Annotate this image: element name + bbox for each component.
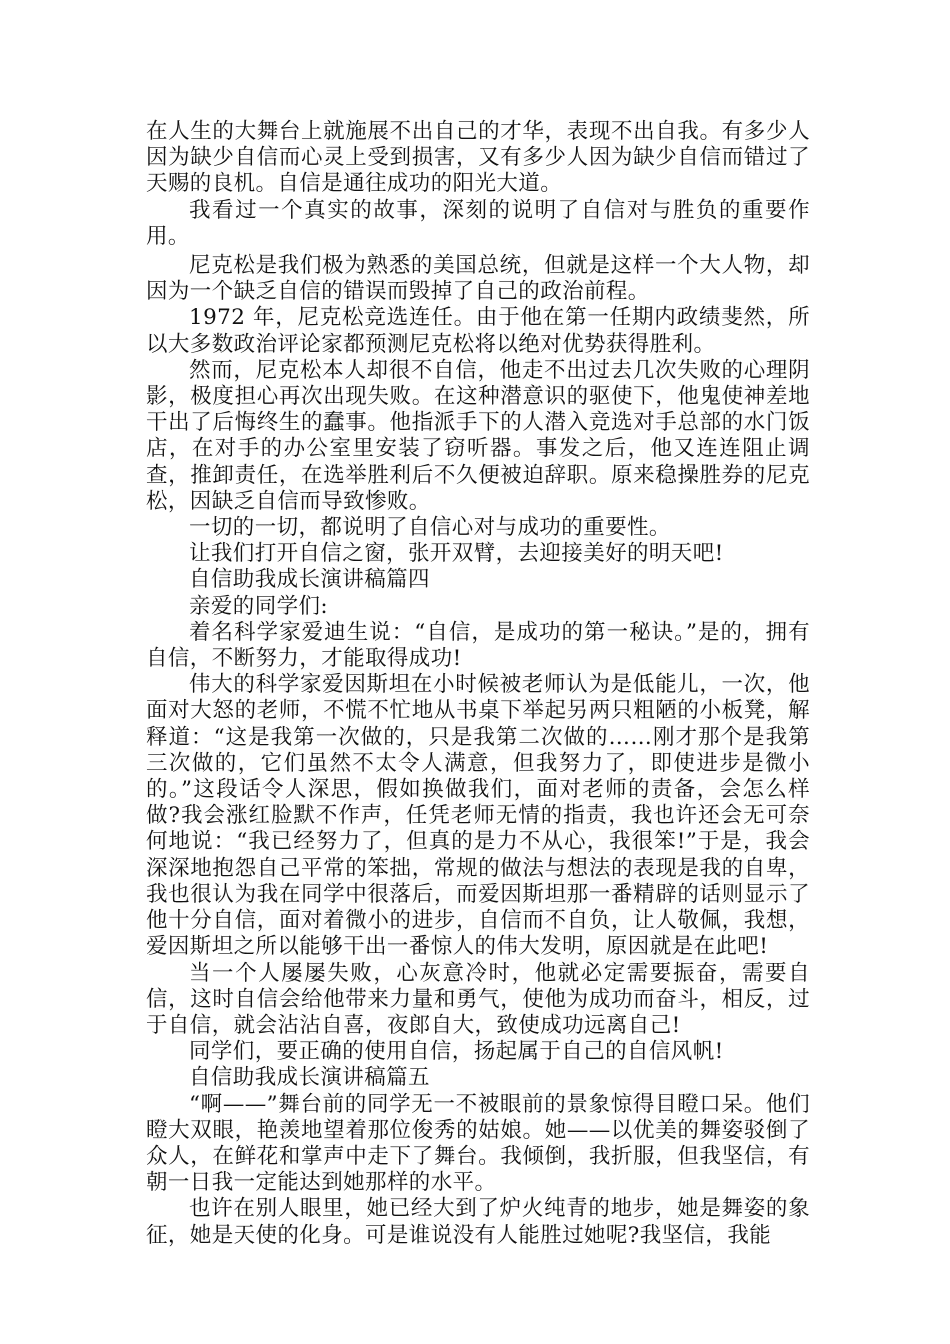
paragraph-1: 在人生的大舞台上就施展不出自己的才华，表现不出自我。有多少人因为缺少自信而心灵上受到损害，又有多少人因为缺少自信而错过了天赐的良机。自信是通往成功的阳光大道。 <box>146 119 810 197</box>
paragraph-2: 我看过一个真实的故事，深刻的说明了自信对与胜负的重要作用。 <box>146 197 810 249</box>
document-body <box>146 119 810 1249</box>
paragraph-11: 同学们，要正确的使用自信，扬起属于自己的自信风帆! <box>189 1039 724 1065</box>
paragraph-9: 伟大的科学家爱因斯坦在小时候被老师认为是低能儿，一次，他面对大怒的老师，不慌不忙地从书桌下举起另两只粗陋的小板凳，解释道：“这是我第一次做的，只是我第二次做的……刚才那个是我第三次做的，它们虽然不太令人满意，但我努力了，即使进步是微小的。”这段话令人深思，假如换做我们，面对老师的责备，会怎么样做?我会涨红脸默不作声，任凭老师无情的指责，我也许还会无可奈何地说：“我已经努力了，但真的是力不从心，我很笨!”于是，我会深深地抱怨自己平常的笨拙，常规的做法与想法的表现是我的自卑，我也很认为我在同学中很落后，而爱因斯坦那一番精辟的话则显示了他十分自信，面对着微小的进步，自信而不自负，让人敬佩，我想，爱因斯坦之所以能够干出一番惊人的伟大发明，原因就是在此吧! <box>146 672 810 960</box>
section-heading-4: 自信助我成长演讲稿篇四 <box>189 567 430 593</box>
paragraph-13: 也许在别人眼里，她已经大到了炉火纯青的地步，她是舞姿的象征，她是天使的化身。可是谁说没有人能胜过她呢?我坚信，我能 <box>146 1196 810 1248</box>
salutation: 亲爱的同学们: <box>189 593 329 619</box>
paragraph-12: “啊——”舞台前的同学无一不被眼前的景象惊得目瞪口呆。他们瞪大双眼，艳羡地望着那位俊秀的姑娘。她——以优美的舞姿驳倒了众人，在鲜花和掌声中走下了舞台。我倾倒，我折服，但我坚信，有朝一日我一定能达到她那样的水平。 <box>146 1091 810 1196</box>
paragraph-7: 让我们打开自信之窗，张开双臂，去迎接美好的明天吧! <box>189 541 724 567</box>
paragraph-6: 一切的一切，都说明了自信心对与成功的重要性。 <box>189 515 671 541</box>
paragraph-3: 尼克松是我们极为熟悉的美国总统，但就是这样一个大人物，却因为一个缺乏自信的错误而毁掉了自己的政治前程。 <box>146 253 810 305</box>
paragraph-4: 1972 年，尼克松竞选连任。由于他在第一任期内政绩斐然，所以大多数政治评论家都预测尼克松将以绝对优势获得胜利。 <box>146 305 810 357</box>
paragraph-10: 当一个人屡屡失败，心灰意冷时，他就必定需要振奋，需要自信，这时自信会给他带来力量和勇气，使他为成功而奋斗，相反，过于自信，就会沾沾自喜，夜郎自大，致使成功远离自己! <box>146 960 810 1038</box>
section-heading-5: 自信助我成长演讲稿篇五 <box>189 1065 430 1091</box>
paragraph-5: 然而，尼克松本人却很不自信，他走不出过去几次失败的心理阴影，极度担心再次出现失败。在这种潜意识的驱使下，他鬼使神差地干出了后悔终生的蠢事。他指派手下的人潜入竞选对手总部的水门饭店，在对手的办公室里安装了窃听器。事发之后，他又连连阻止调查，推卸责任，在选举胜利后不久便被迫辞职。原来稳操胜券的尼克松，因缺乏自信而导致惨败。 <box>146 357 810 514</box>
paragraph-8: 着名科学家爱迪生说：“自信，是成功的第一秘诀。”是的，拥有自信，不断努力，才能取得成功! <box>146 619 810 672</box>
